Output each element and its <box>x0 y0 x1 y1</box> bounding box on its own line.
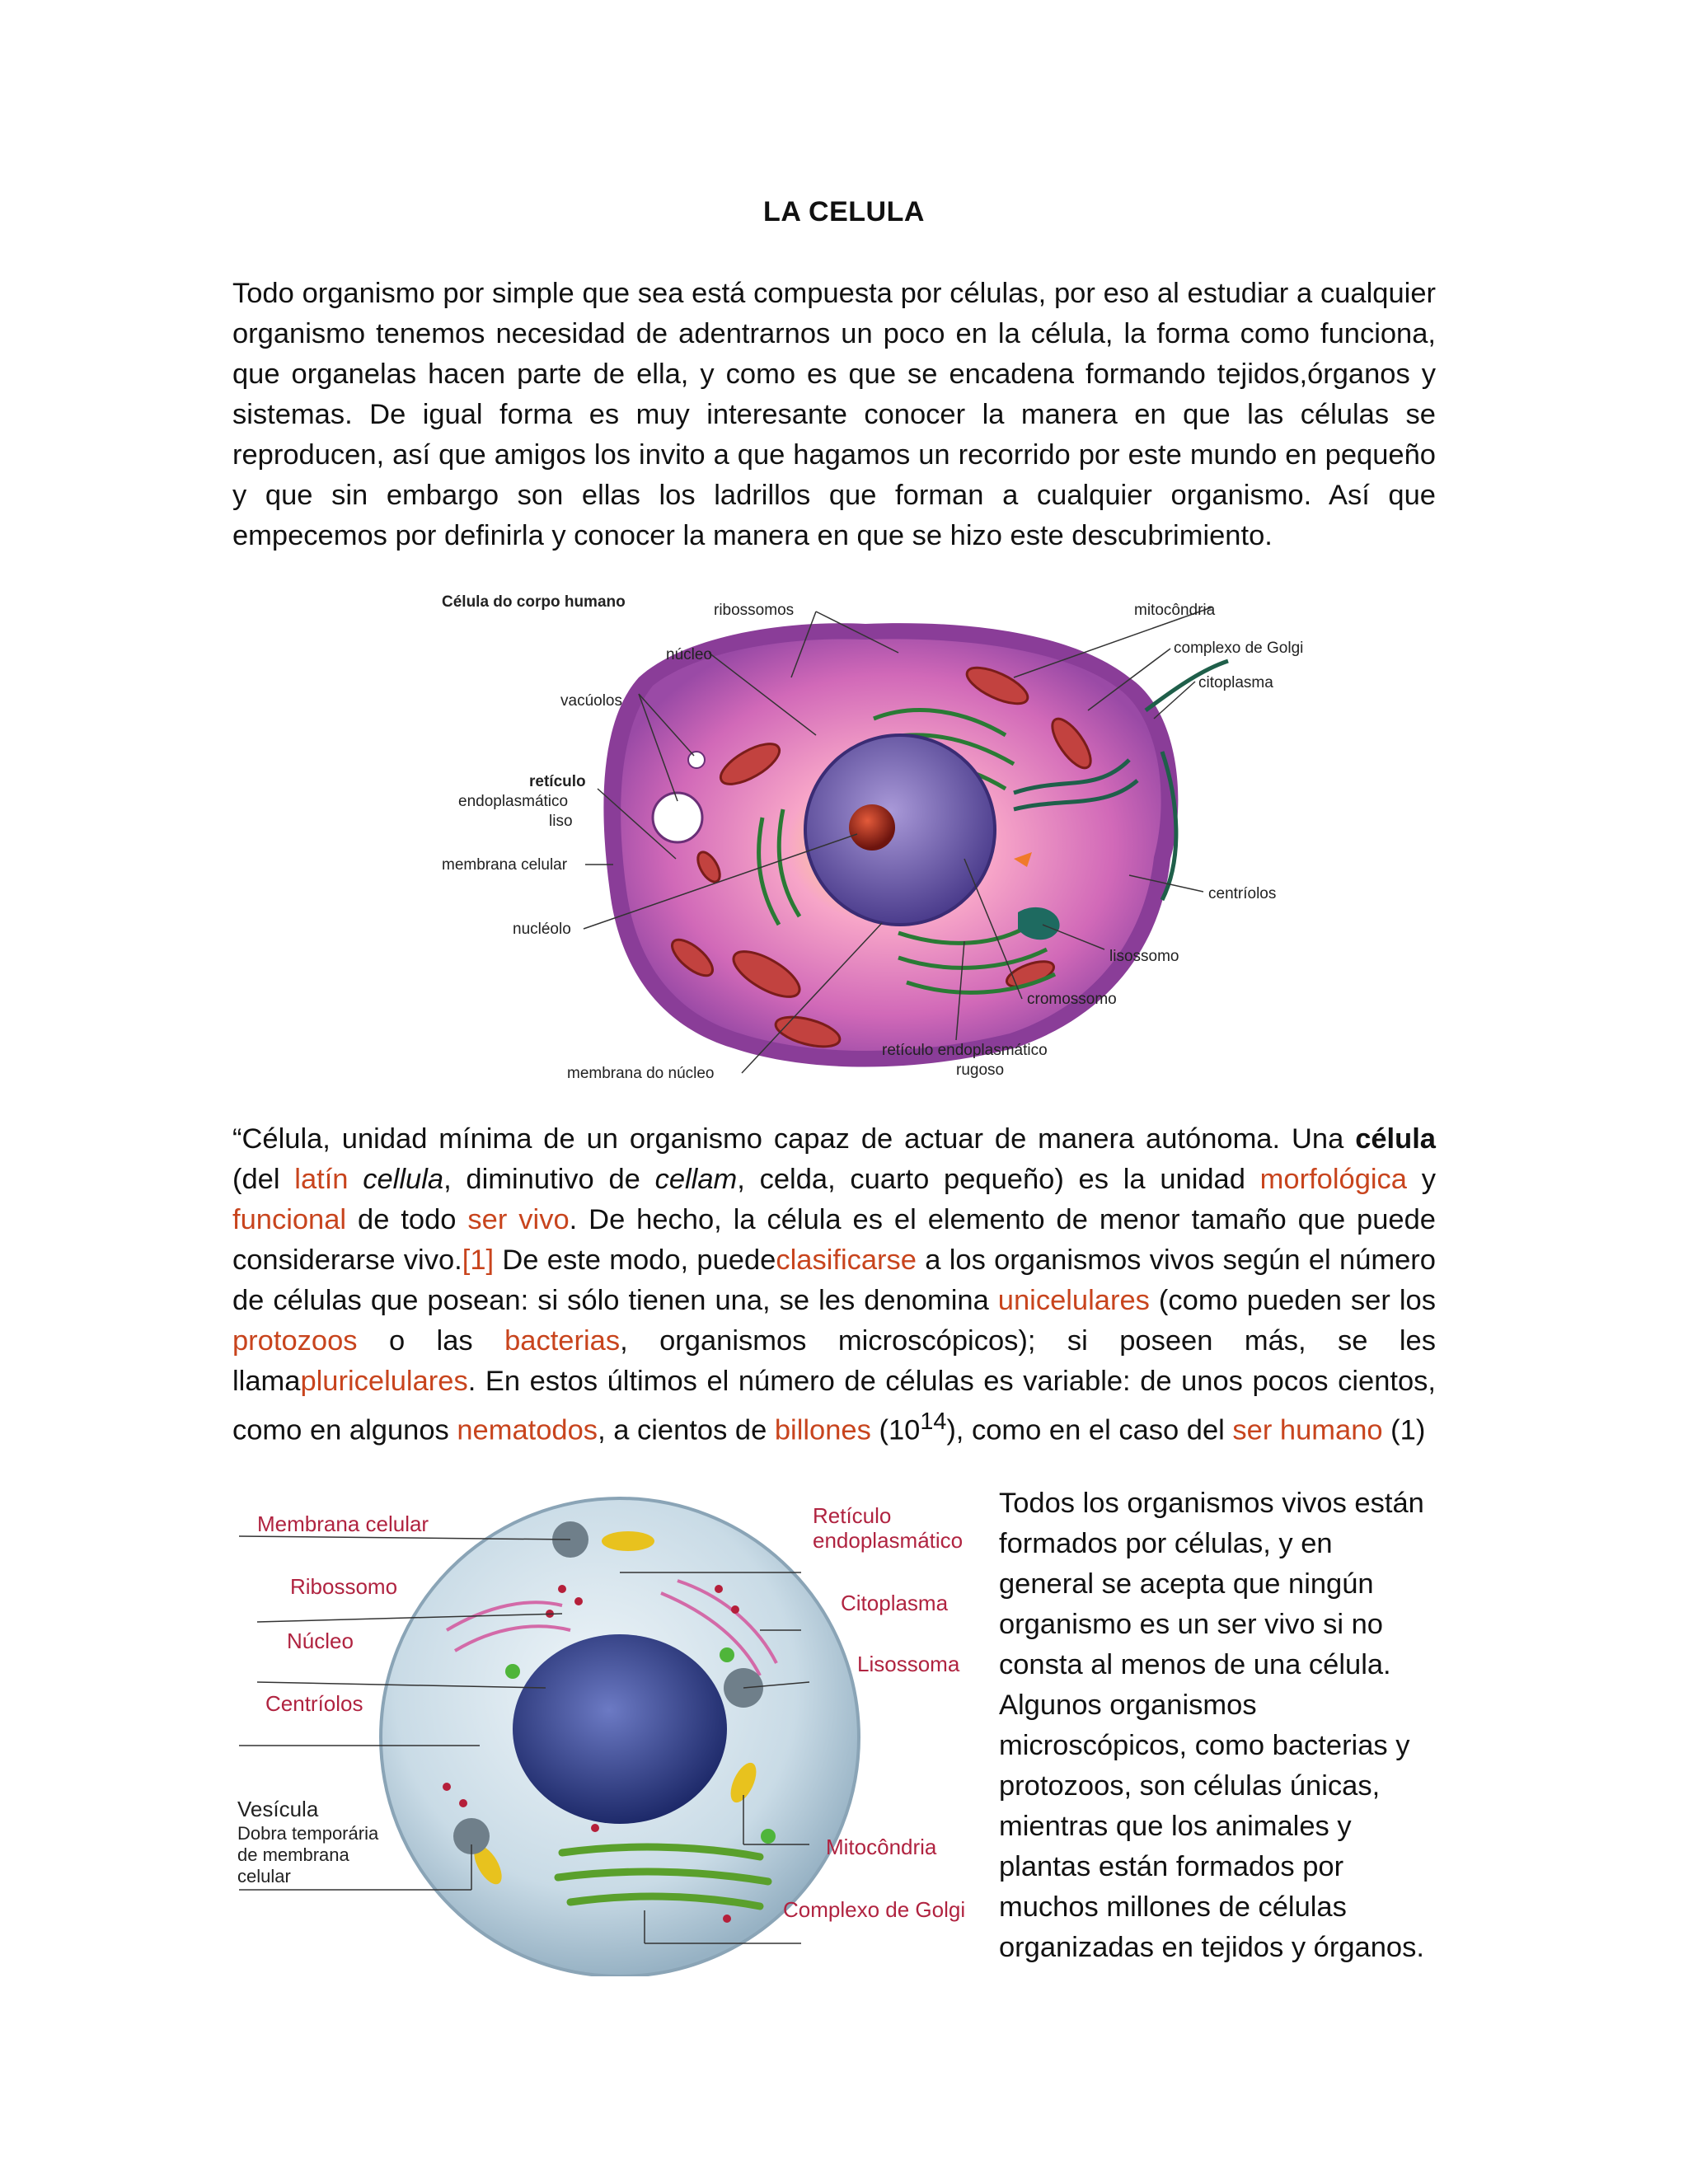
label-lisossomo: lisossomo <box>1109 948 1179 965</box>
link-protozoos[interactable]: protozoos <box>232 1325 358 1357</box>
link-latin[interactable]: latín <box>294 1164 349 1195</box>
label-reticulo-liso-3: liso <box>549 813 573 830</box>
label-reticulo-2-2: endoplasmático <box>813 1528 964 1553</box>
cell-diagram-human <box>437 587 1327 1091</box>
link-nematodos[interactable]: nematodos <box>457 1414 598 1446</box>
label-membrana-celular: membrana celular <box>442 856 568 874</box>
side-line: mientras que los animales y <box>999 1811 1352 1842</box>
link-pluricelulares[interactable]: pluricelulares <box>300 1366 468 1397</box>
side-line: Todos los organismos vivos están <box>999 1488 1424 1519</box>
link-billones[interactable]: billones <box>774 1414 871 1446</box>
link-morfologica[interactable]: morfológica <box>1259 1164 1407 1195</box>
label-ribossomos: ribossomos <box>714 602 795 619</box>
page-title: LA CELULA <box>763 196 925 227</box>
side-line: plantas están formados por <box>999 1851 1344 1882</box>
label-vacuolos: vacúolos <box>560 692 622 710</box>
nucleus-2 <box>513 1634 727 1824</box>
link-ser-vivo[interactable]: ser vivo <box>467 1204 570 1235</box>
label-golgi: complexo de Golgi <box>1174 640 1304 657</box>
side-line: organismo es un ser vivo si no <box>999 1609 1383 1640</box>
side-line: protozoos, son células únicas, <box>999 1770 1381 1802</box>
label-nucleolo: nucléolo <box>513 921 571 938</box>
link-ser-humano[interactable]: ser humano <box>1232 1414 1383 1446</box>
side-line: organizadas en tejidos y órganos. <box>999 1932 1424 1963</box>
label-vesicula-desc-3: celular <box>237 1866 291 1886</box>
label-nucleo-2: Núcleo <box>287 1629 354 1653</box>
link-bacterias[interactable]: bacterias <box>504 1325 621 1357</box>
label-reticulo-rugoso-2: rugoso <box>956 1062 1005 1079</box>
label-lisossoma: Lisossoma <box>857 1652 960 1676</box>
link-clasificarse[interactable]: clasificarse <box>776 1244 917 1276</box>
label-citoplasma-2: Citoplasma <box>841 1591 949 1615</box>
label-golgi-2: Complexo de Golgi <box>783 1897 966 1922</box>
side-line: consta al menos de una célula. <box>999 1649 1391 1680</box>
vacuole <box>688 752 705 768</box>
label-mitocondria-2: Mitocôndria <box>826 1835 937 1859</box>
label-ribossomo: Ribossomo <box>290 1574 398 1599</box>
definition-paragraph: “Célula, unidad mínima de un organismo capaz de actuar de manera autónoma. Una célula (del latín cellula, diminutivo de cellam, celda, cuarto pequeño) es la unidad morfológica y funcional de todo ser vivo. De hecho, la célula es el elemento de menor tamaño que puede considerarse vivo.[1] De este modo, puedeclasificarse a los organismos vivos según el número de células que posean: si sólo tienen una, se les denomina unicelulares (como pueden ser los protozoos o las bacterias, organismos microscópicos); si poseen más, se les llamapluricelulares. En estos últimos el número de células es variable: de unos pocos cientos, como en algunos nematodos, a cientos de billones $(10^{14})$, como en el caso del ser humano (1) <box>232 1123 1436 1446</box>
link-unicelulares[interactable]: unicelulares <box>997 1285 1150 1316</box>
label-vesicula-desc-1: Dobra temporária <box>237 1823 379 1844</box>
label-reticulo-rugoso-1: retículo endoplasmático <box>882 1042 1048 1059</box>
side-line: microscópicos, como bacterias y <box>999 1730 1410 1761</box>
side-line: formados por células, y en <box>999 1528 1333 1559</box>
label-membrana-celular-2: Membrana celular <box>257 1511 429 1536</box>
link-funcional[interactable]: funcional <box>232 1204 347 1235</box>
cell-diagram-cutaway <box>232 1490 991 1976</box>
label-reticulo-liso-1: retículo <box>529 773 586 790</box>
figure-title: Célula do corpo humano <box>442 593 626 611</box>
link-ref-1[interactable]: [1] <box>462 1244 495 1276</box>
label-mitocondria: mitocôndria <box>1134 602 1216 619</box>
label-reticulo-liso-2: endoplasmático <box>458 793 569 810</box>
label-vesicula: Vesícula <box>237 1797 319 1821</box>
label-citoplasma: citoplasma <box>1198 674 1273 691</box>
label-reticulo-2-1: Retículo <box>813 1503 892 1528</box>
label-nucleo: núcleo <box>666 646 712 663</box>
label-vesicula-desc-2: de membrana <box>237 1844 349 1865</box>
nucleus <box>805 735 995 925</box>
intro-paragraph: Todo organismo por simple que sea está compuesta por células, por eso al estudiar a cualquier organismo tenemos necesidad de adentrarnos un poco en la célula, la forma como funciona, que organelas hacen parte de ella, y como es que se encadena formando tejidos,órganos y sistemas. De igual forma es muy interesante conocer la manera en que las células se reproducen, así que amigos los invito a que hagamos un recorrido por este mundo en pequeño y que sin embargo son ellas los ladrillos que forman a cualquier organismo. Así que empecemos por definirla y conocer la manera en que se hizo este descubrimiento. <box>232 278 1436 551</box>
label-centriolos-2: Centríolos <box>265 1691 363 1716</box>
side-line: muchos millones de células <box>999 1891 1347 1923</box>
label-cromossomo: cromossomo <box>1027 991 1117 1008</box>
nucleolus <box>849 804 895 851</box>
label-centriolos: centríolos <box>1208 885 1277 902</box>
side-line: Algunos organismos <box>999 1690 1257 1721</box>
side-paragraph <box>999 1483 1436 1968</box>
label-membrana-nucleo: membrana do núcleo <box>567 1065 715 1082</box>
side-line: general se acepta que ningún <box>999 1568 1374 1600</box>
